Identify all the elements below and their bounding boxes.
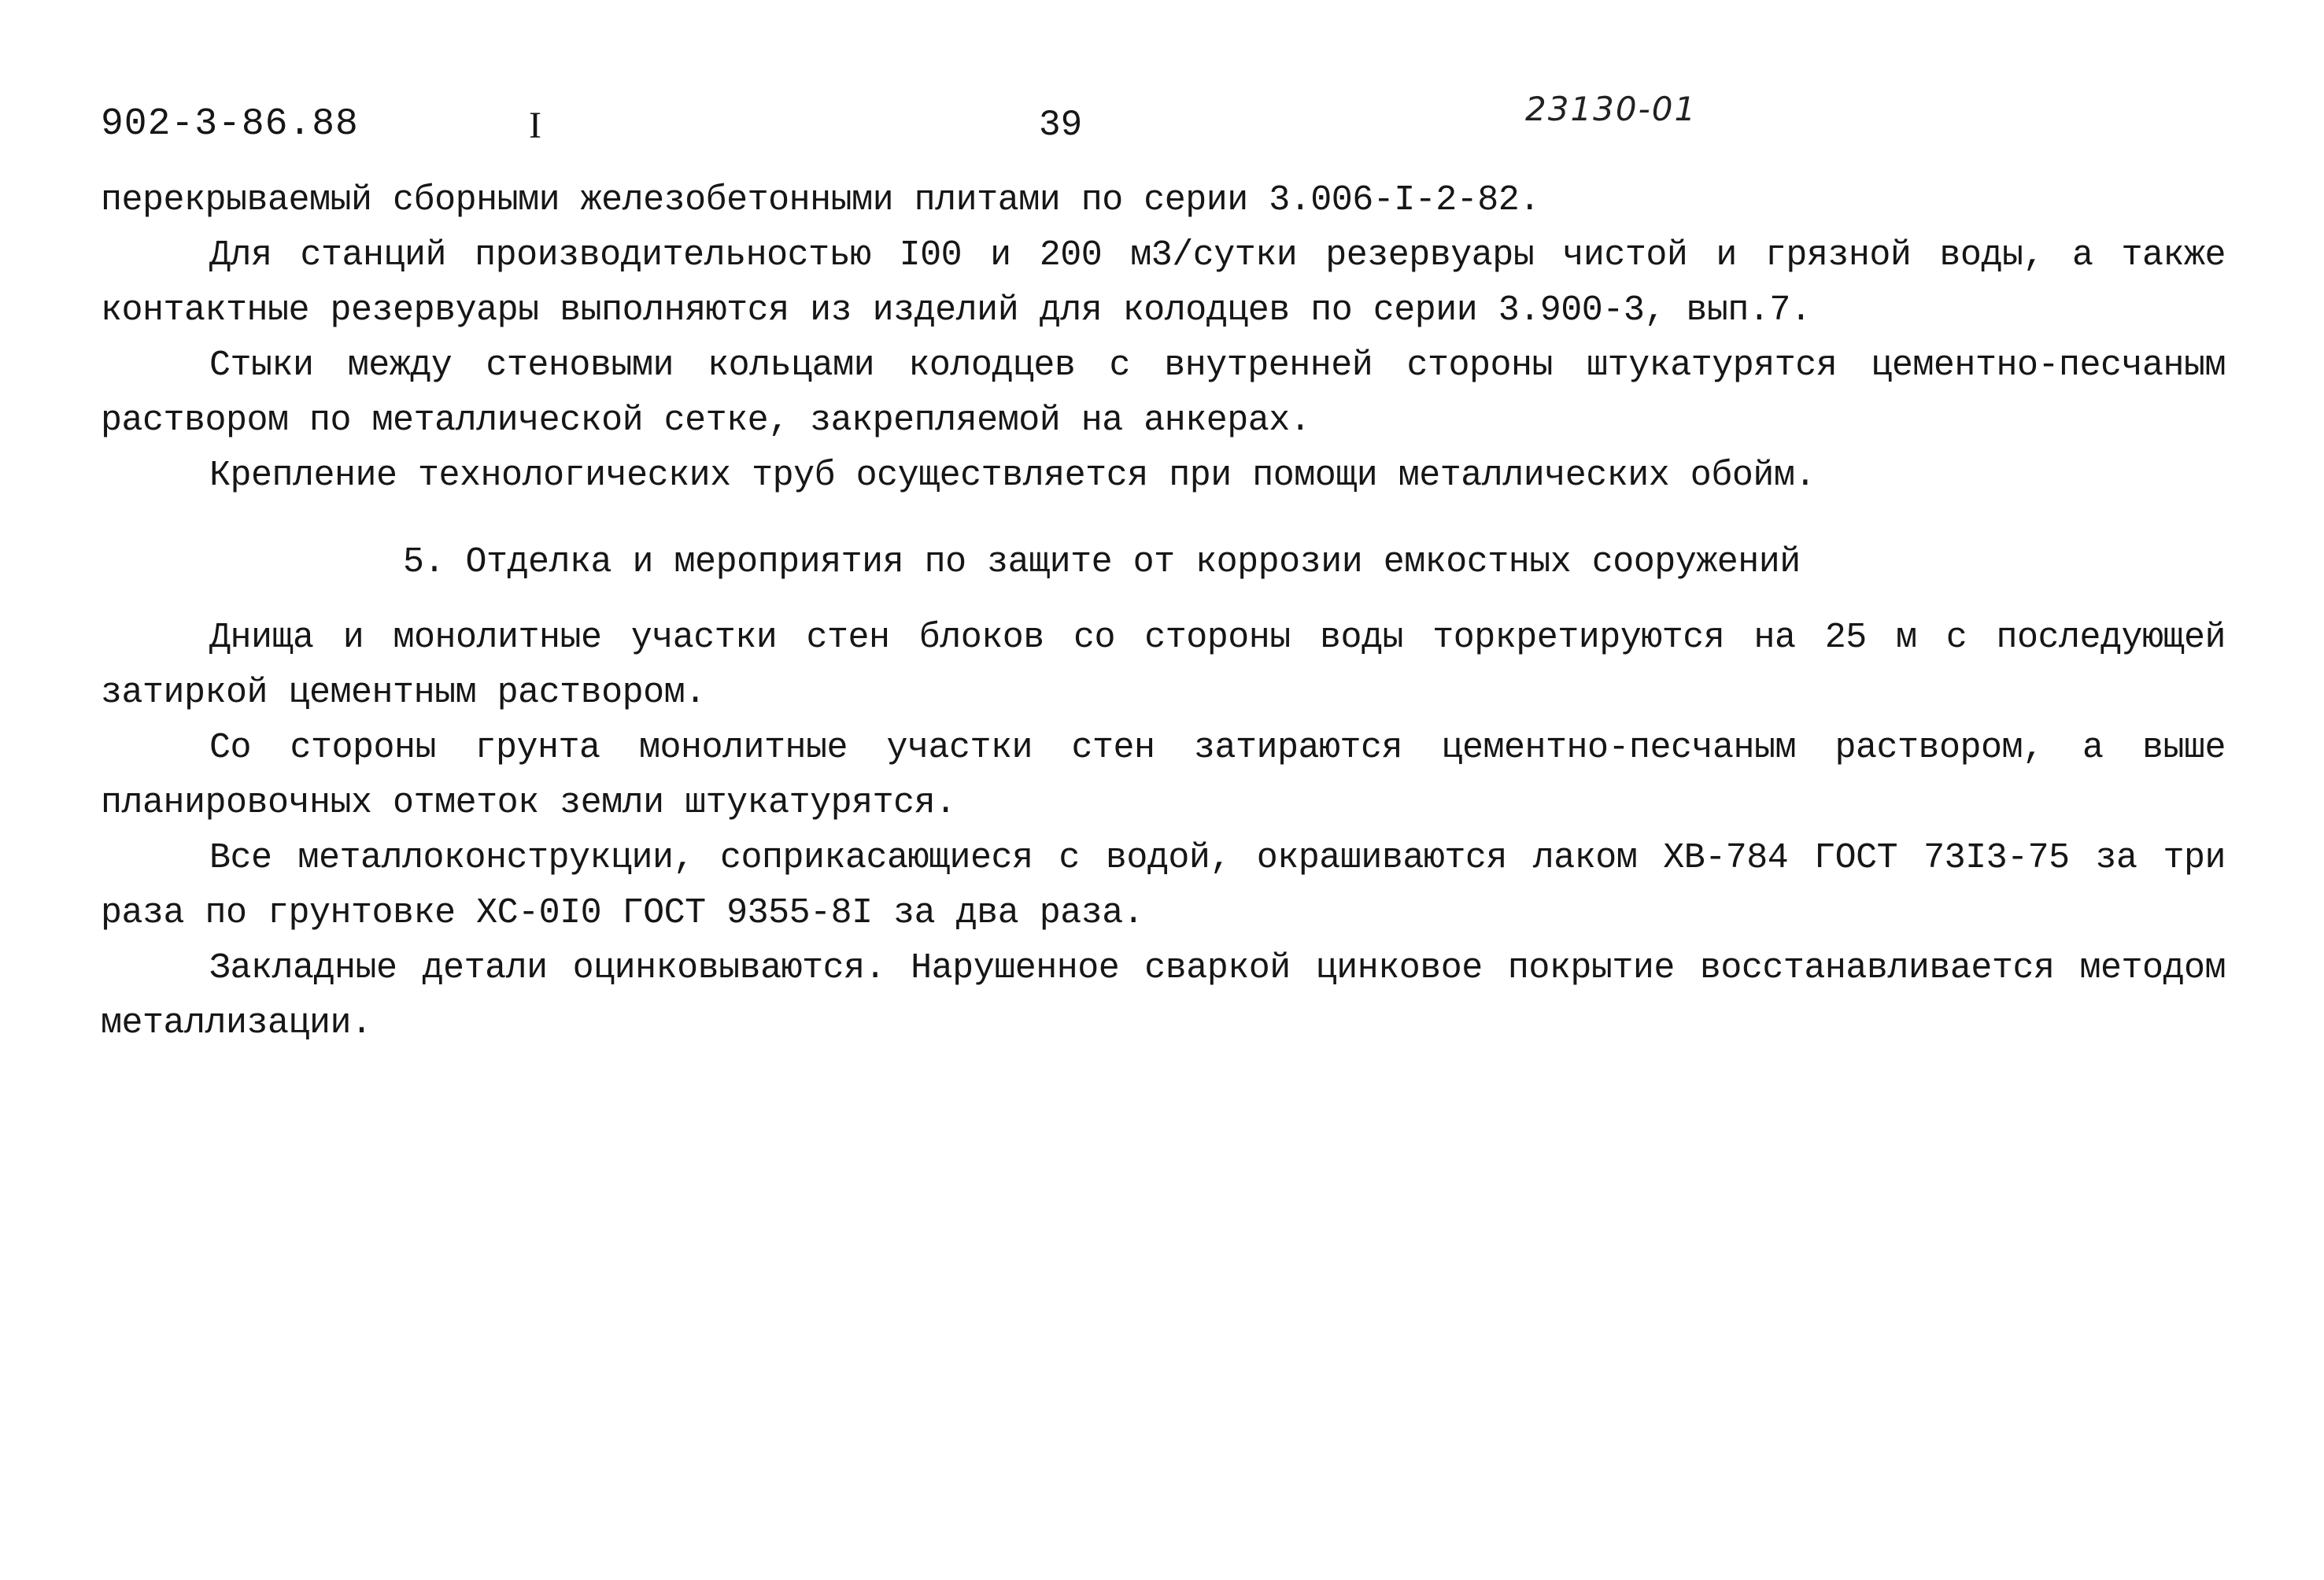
document-code: 902-3-86.88 <box>101 103 359 146</box>
inventory-number: 23130-01 <box>1525 90 1698 128</box>
section-heading: 5. Отделка и мероприятия по защите от коррозии емкостных сооружений <box>403 542 1801 582</box>
paragraph: Стыки между стеновыми кольцами колодцев с внутренней стороны штукатурятся цементно-песчаным раствором по металлической сетке, закрепляемой на анкерах. <box>101 345 2226 441</box>
paragraph-continuation: перекрываемый сборными железобетонными плитами по серии 3.006-I-2-82. <box>101 180 1540 220</box>
document-body <box>101 173 2226 1051</box>
paragraph: Для станций производительностью I00 и 200 м3/сутки резервуары чистой и грязной воды, а также контактные резервуары выполняются из изделий для колодцев по серии 3.900-3, вып.7. <box>101 235 2226 330</box>
volume-number: I <box>529 105 541 146</box>
paragraph: Все металлоконструкции, соприкасающиеся с водой, окрашиваются лаком ХВ-784 ГОСТ 73I3-75 за три раза по грунтовке ХС-0I0 ГОСТ 9355-8I за два раза. <box>101 838 2226 933</box>
paragraph: Днища и монолитные участки стен блоков со стороны воды торкретируются на 25 м с последующей затиркой цементным раствором. <box>101 618 2226 713</box>
paragraph: Закладные детали оцинковываются. Нарушенное сваркой цинковое покрытие восстанавливается методом металлизации. <box>101 948 2226 1043</box>
paragraph: Со стороны грунта монолитные участки стен затираются цементно-песчаным раствором, а выше планировочных отметок земли штукатурятся. <box>101 728 2226 823</box>
page-number: 39 <box>1039 105 1083 146</box>
paragraph: Крепление технологических труб осуществляется при помощи металлических обойм. <box>209 456 1816 496</box>
